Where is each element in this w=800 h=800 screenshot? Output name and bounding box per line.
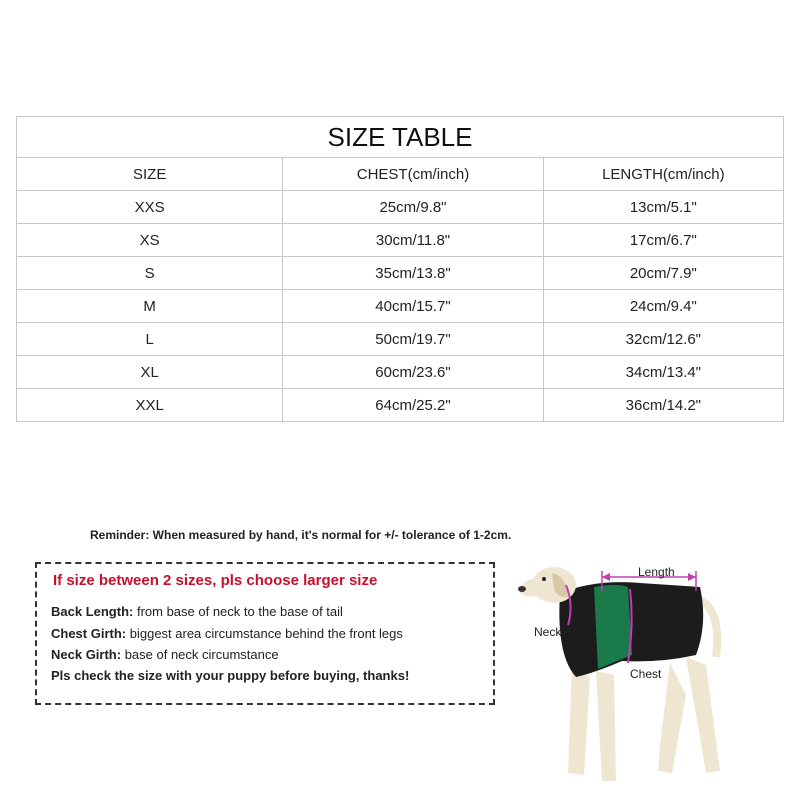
chest-cell: 40cm/15.7" [283, 290, 543, 323]
reminder-text: Reminder: When measured by hand, it's normal for +/- tolerance of 1-2cm. [90, 528, 512, 542]
table-row [17, 224, 784, 257]
length-cell: 24cm/9.4" [543, 290, 783, 323]
size-cell: M [17, 290, 283, 323]
neck-girth-line [51, 647, 279, 662]
length-cell: 17cm/6.7" [543, 224, 783, 257]
neck-girth-text: base of neck circumstance [121, 647, 279, 662]
table-row [17, 257, 784, 290]
neck-girth-label: Neck Girth: [51, 647, 122, 662]
length-cell: 34cm/13.4" [543, 356, 783, 389]
chest-cell: 50cm/19.7" [283, 323, 543, 356]
table-title-row [17, 117, 784, 158]
neck-label: Neck [534, 625, 562, 639]
chest-cell: 64cm/25.2" [283, 389, 543, 422]
note-headline: If size between 2 sizes, pls choose larger size [53, 572, 378, 589]
back-length-line [51, 604, 343, 619]
back-length-label: Back Length: [51, 604, 134, 619]
table-row [17, 191, 784, 224]
table-title: SIZE TABLE [17, 117, 784, 158]
check-size-note: Pls check the size with your puppy before buying, thanks! [51, 668, 410, 683]
size-cell: XL [17, 356, 283, 389]
dog-measurement-figure [510, 545, 780, 795]
size-cell: XXS [17, 191, 283, 224]
back-length-text: from base of neck to the base of tail [133, 604, 343, 619]
chest-cell: 35cm/13.8" [283, 257, 543, 290]
table-row [17, 290, 784, 323]
length-cell: 13cm/5.1" [543, 191, 783, 224]
length-cell: 36cm/14.2" [543, 389, 783, 422]
chest-girth-text: biggest area circumstance behind the front legs [126, 626, 403, 641]
size-cell: XXL [17, 389, 283, 422]
chest-girth-line [51, 626, 403, 641]
size-cell: L [17, 323, 283, 356]
size-cell: XS [17, 224, 283, 257]
size-cell: S [17, 257, 283, 290]
chest-label: Chest [630, 667, 662, 681]
size-note-box [35, 562, 495, 705]
chest-cell: 30cm/11.8" [283, 224, 543, 257]
chest-cell: 25cm/9.8" [283, 191, 543, 224]
table-row [17, 323, 784, 356]
length-cell: 20cm/7.9" [543, 257, 783, 290]
size-table [16, 116, 784, 422]
chest-girth-label: Chest Girth: [51, 626, 127, 641]
length-cell: 32cm/12.6" [543, 323, 783, 356]
header-size: SIZE [17, 158, 283, 191]
table-row [17, 356, 784, 389]
header-chest: CHEST(cm/inch) [283, 158, 543, 191]
header-length: LENGTH(cm/inch) [543, 158, 783, 191]
table-header-row [17, 158, 784, 191]
chest-cell: 60cm/23.6" [283, 356, 543, 389]
length-label: Length [638, 565, 675, 579]
table-row [17, 389, 784, 422]
